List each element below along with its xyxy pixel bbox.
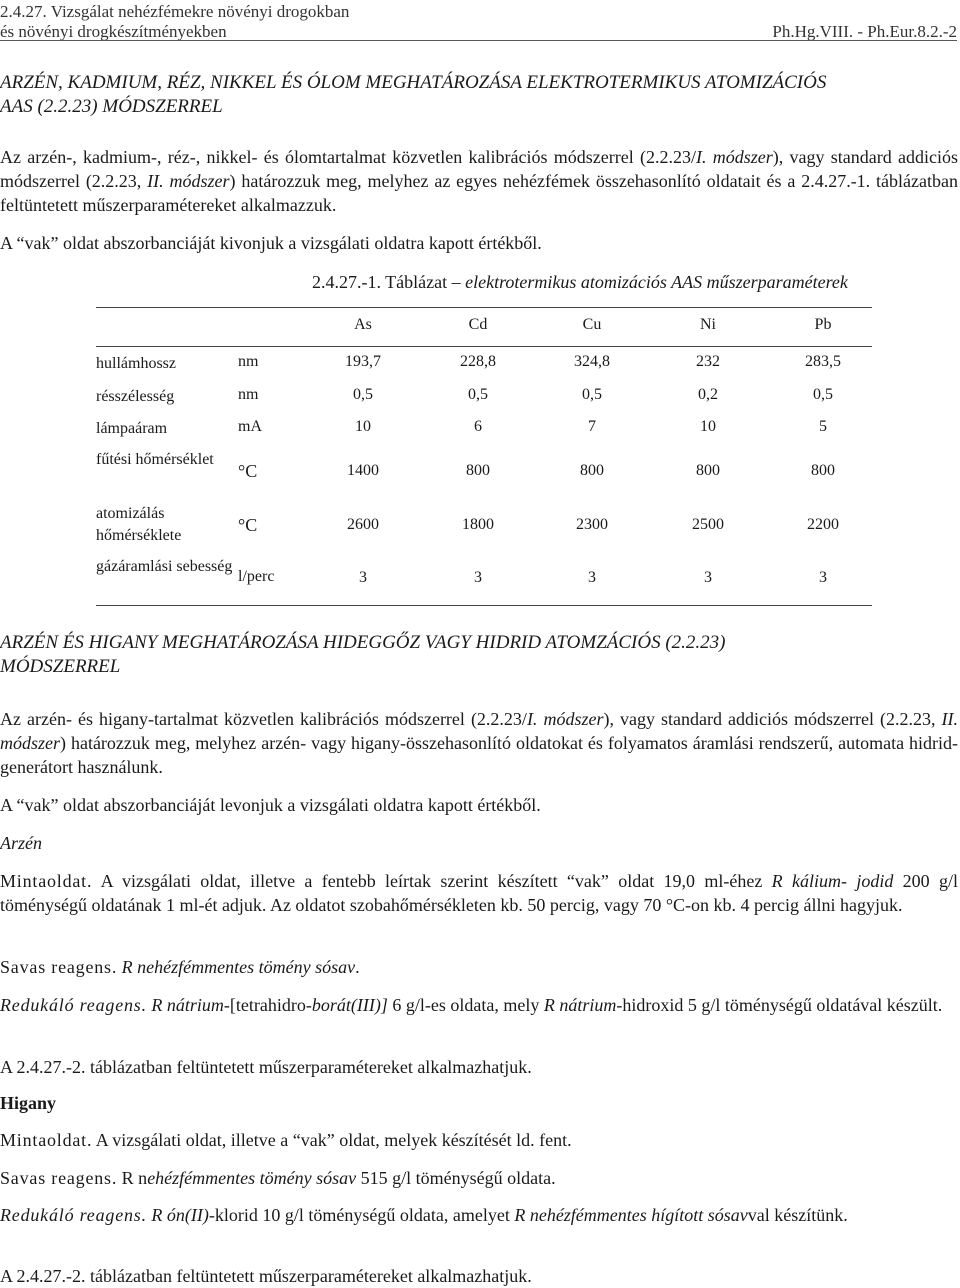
row-unit: mA — [238, 418, 262, 435]
table-cell: 0,5 — [353, 386, 373, 403]
table-cell: 10 — [700, 418, 716, 435]
row-label: lámpaáram — [96, 420, 168, 437]
table-caption-number: 2.4.27.-1. Táblázat — [312, 272, 448, 292]
text-span: ) határozzuk meg, melyhez arzén- vagy higany-összehasonlító oldatokat és folyamatos áramlási rendszerű, automata hidrid-generátort használunk. — [0, 733, 958, 777]
table-cell: 7 — [588, 418, 596, 435]
subsection-heading-higany — [0, 1091, 958, 1115]
table-cell: 2600 — [347, 516, 379, 533]
table-cell: 3 — [588, 569, 596, 586]
column-header: Ni — [700, 316, 716, 333]
table-cell: 232 — [696, 353, 720, 370]
table-row — [96, 499, 872, 553]
table-cell: 1400 — [347, 462, 379, 479]
section-title-1-line1: ARZÉN, KADMIUM, RÉZ, NIKKEL ÉS ÓLOM MEGHATÁROZÁSA ELEKTROTERMIKUS ATOMIZÁCIÓS — [0, 72, 827, 93]
text-span-italic: R nátrium — [151, 995, 224, 1015]
table-cell: 6 — [474, 418, 482, 435]
text-span: . — [355, 957, 360, 977]
arzen-redukalo-reagens — [0, 993, 958, 1017]
table-cell: 5 — [819, 418, 827, 435]
text-span-italic: II. módszer — [0, 709, 959, 753]
table-cell: 800 — [696, 462, 720, 479]
text-span-italic: R nátrium — [543, 995, 617, 1015]
table-cell: 324,8 — [574, 353, 610, 370]
table-cell: 10 — [355, 418, 371, 435]
running-header-subtitle — [0, 22, 957, 42]
text-span-italic: R nehézfémmentes tömény sósav — [121, 957, 356, 977]
text-span-italic: I. módszer — [526, 709, 604, 729]
section-title-2-line1: ARZÉN ÉS HIGANY MEGHATÁROZÁSA HIDEGGŐZ VAGY HIDRID ATOMZÁCIÓS (2.2.23) — [0, 632, 726, 653]
table-cell: 800 — [580, 462, 604, 479]
arzen-mintaoldat — [0, 869, 958, 917]
text-span: A vizsgálati oldat, illetve a “vak” oldat, melyek készítését ld. fent. — [92, 1130, 572, 1150]
table-cell: 0,5 — [468, 386, 488, 403]
text-span: ) határozzuk meg, melyhez az egyes nehézfémek összehasonlító oldatait és a 2.4.27.-1. táblázatban feltüntetett műszerparamétereket alkalmazzuk. — [0, 171, 958, 215]
table-cell: 3 — [704, 569, 712, 586]
row-unit: l/perc — [238, 568, 275, 585]
section-title-2-line2: MÓDSZERREL — [0, 656, 121, 677]
text-span: A vizsgálati oldat, illetve a fentebb leírtak szerint készített “vak” oldat 19,0 ml-éhez — [92, 871, 772, 891]
text-span: -hidroxid 5 g/l töménységű oldatával készült. — [616, 995, 943, 1015]
text-span: 515 g/l töménységű oldata. — [356, 1168, 556, 1188]
text-span: val készítünk. — [747, 1205, 848, 1225]
column-header: Cd — [468, 316, 488, 333]
section2-paragraph-2: A “vak” oldat abszorbanciáját levonjuk a vizsgálati oldatra kapott értékből. — [0, 795, 541, 815]
row-label: hullámhossz — [96, 355, 176, 372]
higany-savas-reagens — [0, 1166, 958, 1190]
text-span-italic: jodid — [856, 871, 894, 891]
header-rule — [0, 40, 957, 41]
higany-parameter-note: A 2.4.27.-2. táblázatban feltüntetett műszerparamétereket alkalmazhatjuk. — [0, 1266, 532, 1286]
table-cell: 800 — [811, 462, 835, 479]
section2-paragraph-1 — [0, 707, 958, 779]
table-header-row — [96, 308, 872, 346]
row-unit: nm — [238, 353, 259, 370]
text-span-italic: ehézfémmentes tömény sósav — [147, 1168, 357, 1188]
arzen-parameter-note: A 2.4.27.-2. táblázatban feltüntetett műszerparamétereket alkalmazhatjuk. — [0, 1057, 532, 1077]
text-span: ), vagy standard addiciós módszerrel (2.2.23, — [0, 147, 959, 191]
table-cell: 1800 — [462, 516, 494, 533]
table-cell: 2200 — [807, 516, 839, 533]
text-span: Az arzén- és higany-tartalmat közvetlen kalibrációs módszerrel (2.2.23/ — [0, 709, 527, 729]
table-cell: 0,2 — [698, 386, 718, 403]
table-row — [96, 445, 872, 499]
table-cell: 228,8 — [460, 353, 496, 370]
section1-paragraph-2: A “vak” oldat abszorbanciáját kivonjuk a vizsgálati oldatra kapott értékből. — [0, 233, 542, 253]
text-span: R n — [117, 1168, 148, 1188]
heading-text: Higany — [0, 1093, 57, 1113]
text-span: Az arzén-, kadmium-, réz-, nikkel- és ólomtartalmat közvetlen kalibrációs módszerrel (2.2.23/ — [0, 147, 696, 167]
text-span-italic: I. módszer — [695, 147, 773, 167]
row-label: atomizálás hőmérséklete — [96, 505, 182, 544]
table-cell: 283,5 — [805, 353, 841, 370]
section-title-2 — [0, 631, 958, 679]
running-header-title: 2.4.27. Vizsgálat nehézfémekre növényi drogokban — [0, 2, 350, 21]
subsection-heading-arzen — [0, 831, 958, 855]
table-cell: 0,5 — [582, 386, 602, 403]
heading-text: Arzén — [0, 833, 42, 853]
text-span: -[tetrahidro- — [223, 995, 312, 1015]
running-header-left: és növényi drogkészítményekben — [0, 22, 227, 41]
table-row — [96, 553, 872, 605]
table-cell: 2500 — [692, 516, 724, 533]
row-unit: nm — [238, 386, 259, 403]
table-cell: 0,5 — [813, 386, 833, 403]
text-span-italic: R ón(II) — [146, 1205, 209, 1225]
text-span: 200 g/l töménységű oldatának 1 ml-ét adjuk. Az oldatot szobahőmérsékleten kb. 50 percig, vagy 70 °C-on kb. 4 percig állni hagyjuk. — [0, 871, 958, 915]
table-cell: 3 — [819, 569, 827, 586]
table-cell: 193,7 — [345, 353, 381, 370]
text-span: -klorid 10 g/l töménységű oldata, amelyet — [208, 1205, 515, 1225]
text-span: 6 g/l-es oldata, mely — [387, 995, 544, 1015]
table-caption — [312, 270, 848, 294]
text-span-italic: R nehézfémmentes hígított sósav — [514, 1205, 748, 1225]
table-cell: 3 — [359, 569, 367, 586]
table-bottom-rule — [96, 605, 872, 606]
table-row — [96, 347, 872, 381]
table-row — [96, 381, 872, 413]
paragraph-label: Mintaoldat. — [0, 1130, 93, 1150]
paragraph-label: Redukáló reagens. — [0, 995, 147, 1015]
section1-paragraph-1 — [0, 145, 958, 217]
column-header: Cu — [582, 316, 602, 333]
text-span-italic: borát(III)] — [311, 995, 388, 1015]
section-title-1 — [0, 71, 958, 119]
table-cell: 3 — [474, 569, 482, 586]
table-caption-text: – elektrotermikus atomizációs AAS műszerparaméterek — [451, 272, 848, 292]
row-unit: °C — [238, 515, 258, 535]
row-label: fűtési hőmérséklet — [96, 451, 214, 468]
paragraph-label: Savas reagens. — [0, 957, 118, 977]
text-span: ), vagy standard addiciós módszerrel (2.2.23, — [603, 709, 942, 729]
paragraph-label: Redukáló reagens. — [0, 1205, 147, 1225]
column-header: As — [354, 316, 372, 333]
parameter-table — [96, 307, 872, 606]
text-span-italic: R kálium- — [771, 871, 847, 891]
paragraph-label: Mintaoldat. — [0, 871, 93, 891]
higany-mintaoldat — [0, 1128, 958, 1152]
row-label: résszélesség — [96, 388, 175, 405]
table-cell: 2300 — [576, 516, 608, 533]
column-header: Pb — [814, 316, 832, 333]
table-row — [96, 413, 872, 445]
running-header-right: Ph.Hg.VIII. - Ph.Eur.8.2.-2 — [772, 22, 957, 41]
higany-redukalo-reagens — [0, 1203, 958, 1227]
paragraph-label: Savas reagens. — [0, 1168, 118, 1188]
section-title-1-line2: AAS (2.2.23) MÓDSZERREL — [0, 96, 223, 117]
row-label: gázáramlási sebesség — [96, 558, 233, 575]
text-span-italic: II. módszer — [147, 171, 230, 191]
arzen-savas-reagens — [0, 955, 958, 979]
row-unit: °C — [238, 461, 258, 481]
table-cell: 800 — [466, 462, 490, 479]
